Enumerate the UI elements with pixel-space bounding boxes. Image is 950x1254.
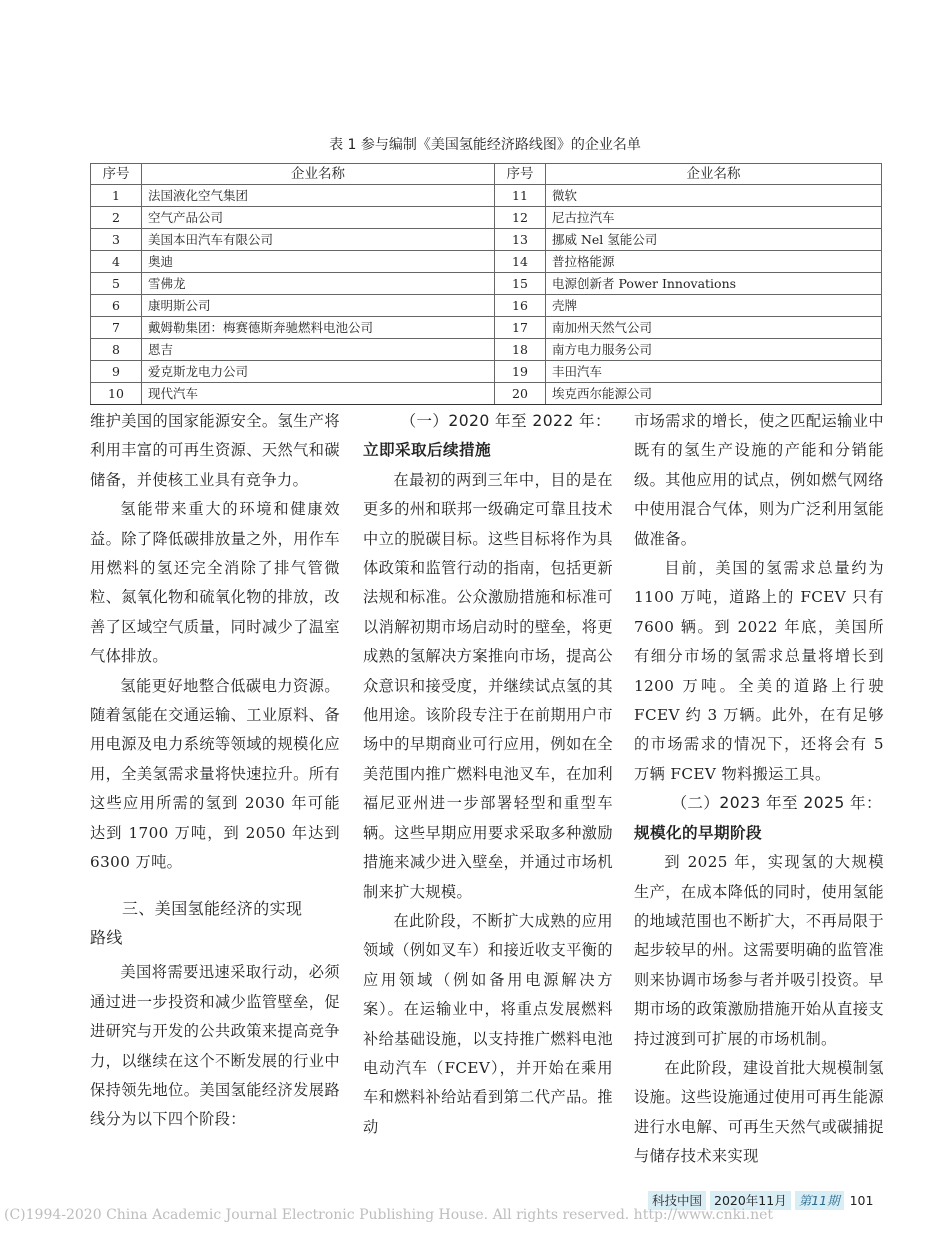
cell-no: 18 — [495, 339, 546, 361]
paragraph: 氢能更好地整合低碳电力资源。随着氢能在交通运输、工业原料、备用电源及电力系统等领域的规模化应用，全美氢需求量将快速拉升。所有这些应用所需的氢到 2030 年可能达到 1700 万吨，到 2050 年达到 6300 万吨。 — [90, 676, 340, 872]
table-row — [91, 229, 882, 251]
cell-name: 美国本田汽车有限公司 — [142, 229, 495, 251]
table-row — [91, 361, 882, 383]
cell-no: 5 — [91, 273, 142, 295]
section-heading-line1: 三、美国氢能经济的实现 — [122, 898, 303, 918]
cell-name: 现代汽车 — [142, 383, 495, 405]
cell-no: 2 — [91, 207, 142, 229]
paragraph: 美国将需要迅速采取行动，必须通过进一步投资和减少监管壁垒，促进研究与开发的公共政策来提高竞争力，以继续在这个不断发展的行业中保持领先地位。美国氢能经济发展路线分为以下四个阶段： — [90, 963, 340, 1129]
cell-no: 14 — [495, 251, 546, 273]
paragraph: 目前，美国的氢需求总量约为 1100 万吨，道路上的 FCEV 只有 7600 辆。到 2022 年底，美国所有细分市场的氢需求总量将增长到 1200 万吨。全美的道路上行驶 FCEV 约 3 万辆。此外，在有足够的市场需求的情况下，还将会有 5 万辆 FCEV 物料搬运工具。 — [634, 559, 884, 783]
page-number: 101 — [849, 1193, 874, 1208]
cell-name: 丰田汽车 — [546, 361, 882, 383]
subsection-heading — [363, 407, 613, 466]
cell-no: 4 — [91, 251, 142, 273]
header-no-left: 序号 — [91, 164, 142, 185]
table-row — [91, 317, 882, 339]
table-row — [91, 251, 882, 273]
cell-name: 壳牌 — [546, 295, 882, 317]
subsection-heading-line2: 立即采取后续措施 — [363, 441, 491, 460]
enterprise-table — [90, 163, 882, 405]
subsection-heading — [634, 789, 884, 848]
cell-name: 康明斯公司 — [142, 295, 495, 317]
cell-no: 11 — [495, 185, 546, 207]
header-name-right: 企业名称 — [546, 164, 882, 185]
issue-date: 2020年11月 — [710, 1191, 791, 1210]
cell-name: 戴姆勒集团：梅赛德斯奔驰燃料电池公司 — [142, 317, 495, 339]
cell-no: 19 — [495, 361, 546, 383]
header-no-right: 序号 — [495, 164, 546, 185]
text-column-2 — [363, 407, 613, 1142]
cell-name: 普拉格能源 — [546, 251, 882, 273]
cell-name: 爱克斯龙电力公司 — [142, 361, 495, 383]
table-row — [91, 383, 882, 405]
cell-name: 恩吉 — [142, 339, 495, 361]
cell-no: 12 — [495, 207, 546, 229]
cell-name: 奥迪 — [142, 251, 495, 273]
cell-name: 埃克西尔能源公司 — [546, 383, 882, 405]
paragraph: 在此阶段，建设首批大规模制氢设施。这些设施通过使用可再生能源进行水电解、可再生天然气或碳捕捉与储存技术来实现 — [634, 1058, 884, 1166]
cell-no: 1 — [91, 185, 142, 207]
table-row — [91, 339, 882, 361]
cell-name: 雪佛龙 — [142, 273, 495, 295]
cell-no: 15 — [495, 273, 546, 295]
text-column-1 — [90, 407, 340, 1135]
cell-no: 6 — [91, 295, 142, 317]
cell-name: 电源创新者 Power Innovations — [546, 273, 882, 295]
copyright-watermark: (C)1994-2020 China Academic Journal Electronic Publishing House. All rights reserved. http://www.cnki.net — [4, 1207, 774, 1223]
subsection-heading-line2: 规模化的早期阶段 — [634, 823, 762, 842]
section-heading — [90, 894, 340, 953]
issue-number: 第11期 — [795, 1191, 844, 1210]
cell-name: 南方电力服务公司 — [546, 339, 882, 361]
table-row — [91, 295, 882, 317]
cell-no: 13 — [495, 229, 546, 251]
text-column-3 — [634, 407, 884, 1172]
cell-name: 微软 — [546, 185, 882, 207]
cell-no: 17 — [495, 317, 546, 339]
table-header-row — [91, 164, 882, 185]
table-row — [91, 273, 882, 295]
paragraph: 在最初的两到三年中，目的是在更多的州和联邦一级确定可靠且技术中立的脱碳目标。这些目标将作为具体政策和监管行动的指南，包括更新法规和标准。公众激励措施和标准可以消解初期市场启动时的壁垒，将更成熟的氢解决方案推向市场，提高公众意识和接受度，并继续试点氢的其他用途。该阶段专注于在前期用户市场中的早期商业可行应用，例如在全美范围内推广燃料电池叉车，在加利福尼亚州进一步部署轻型和重型车辆。这些早期应用要求采取多种激励措施来减少进入壁垒，并通过市场机制来扩大规模。 — [363, 470, 613, 901]
cell-name: 法国液化空气集团 — [142, 185, 495, 207]
subsection-heading-line1: （二）2023 年至 2025 年： — [671, 794, 883, 813]
paragraph: 到 2025 年，实现氢的大规模生产，在成本降低的同时，使用氢能的地域范围也不断扩大，不再局限于起步较早的州。这需要明确的监管准则来协调市场参与者并吸引投资。早期市场的政策激励措施开始从直接支持过渡到可扩展的市场机制。 — [634, 853, 884, 1048]
table-row — [91, 207, 882, 229]
subsection-heading-line1: （一）2020 年至 2022 年： — [400, 412, 612, 430]
cell-no: 16 — [495, 295, 546, 317]
table-row — [91, 185, 882, 207]
paragraph: 市场需求的增长，使之匹配运输业中既有的氢生产设施的产能和分销能级。其他应用的试点，例如燃气网络中使用混合气体，则为广泛利用氢能做准备。 — [634, 412, 884, 548]
cell-no: 10 — [91, 383, 142, 405]
cell-name: 南加州天然气公司 — [546, 317, 882, 339]
cell-name: 空气产品公司 — [142, 207, 495, 229]
cell-name: 挪威 Nel 氢能公司 — [546, 229, 882, 251]
cell-no: 3 — [91, 229, 142, 251]
section-heading-line2: 路线 — [90, 927, 123, 947]
header-name-left: 企业名称 — [142, 164, 495, 185]
cell-no: 9 — [91, 361, 142, 383]
cell-no: 7 — [91, 317, 142, 339]
paragraph: 在此阶段，不断扩大成熟的应用领域（例如叉车）和接近收支平衡的应用领域（例如备用电源解决方案）。在运输业中，将重点发展燃料补给基础设施，以支持推广燃料电池电动汽车（FCEV），并开始在乘用车和燃料补给站看到第二代产品。推动 — [363, 911, 613, 1136]
table-caption: 表 1 参与编制《美国氢能经济路线图》的企业名单 — [329, 137, 641, 153]
cell-name: 尼古拉汽车 — [546, 207, 882, 229]
journal-name: 科技中国 — [648, 1191, 706, 1210]
cell-no: 8 — [91, 339, 142, 361]
paragraph: 氢能带来重大的环境和健康效益。除了降低碳排放量之外，用作车用燃料的氢还完全消除了排气管微粒、氮氧化物和硫氧化物的排放，改善了区域空气质量，同时减少了温室气体排放。 — [90, 500, 340, 666]
paragraph: 维护美国的国家能源安全。氢生产将利用丰富的可再生资源、天然气和碳储备，并使核工业具有竞争力。 — [90, 412, 340, 489]
cell-no: 20 — [495, 383, 546, 405]
